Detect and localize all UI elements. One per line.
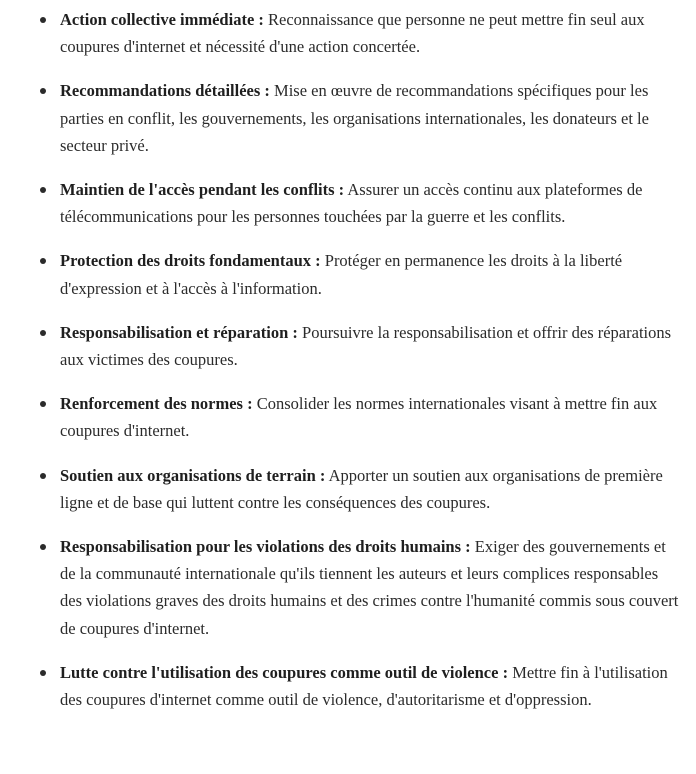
list-item [0,659,696,713]
list-item [0,0,696,60]
item-text: Poursuivre la responsabilisation et offrir des réparations aux victimes des coupures. [60,322,672,370]
item-title: Protection des droits fondamentaux : [60,251,321,271]
item-text: Assurer un accès continu aux plateformes de télécommunications pour les personnes touchées par la guerre et les conflits. [60,180,643,227]
bullet-icon [40,258,46,264]
bullet-icon [40,401,46,407]
item-text: Mise en œuvre de recommandations spécifiques pour les parties en conflit, les gouvernements, les organisations internationales, les donateurs et le secteur privé. [60,81,649,155]
item-title: Recommandations détaillées : [60,81,270,101]
item-title: Lutte contre l'utilisation des coupures comme outil de violence : [60,662,509,682]
item-text: Exiger des gouvernements et de la communauté internationale qu'ils tiennent les auteurs et leurs complices responsables des violations graves des droits humains et des crimes contre l'humanité commis sous couvert de coupures d'internet. [60,537,679,638]
bullet-icon [40,670,46,676]
item-text: Reconnaissance que personne ne peut mettre fin seul aux coupures d'internet et nécessité d'une action concertée. [60,10,645,57]
bullet-icon [40,330,46,336]
bullet-icon [40,187,46,193]
item-title: Responsabilisation et réparation : [60,322,298,342]
item-title: Maintien de l'accès pendant les conflits : [60,180,345,200]
list-item [0,176,696,230]
item-text: Apporter un soutien aux organisations de première ligne et de base qui luttent contre les conséquences des coupures. [60,465,663,512]
item-text: Consolider les normes internationales visant à mettre fin aux coupures d'internet. [60,394,658,441]
item-title: Soutien aux organisations de terrain : [60,465,326,485]
list-item [0,77,696,159]
bullet-icon [40,473,46,479]
list-item [0,247,696,301]
item-text: Protéger en permanence les droits à la liberté d'expression et à l'accès à l'information. [60,251,623,298]
bullet-icon [40,544,46,550]
list-item [0,390,696,444]
bullet-icon [40,17,46,23]
item-text: Mettre fin à l'utilisation des coupures d'internet comme outil de violence, d'autoritarisme et d'oppression. [60,662,668,710]
list-item [0,533,696,642]
item-title: Action collective immédiate : [60,10,264,29]
list-item [0,462,696,516]
bullet-icon [40,88,46,94]
list-item [0,319,696,373]
item-title: Responsabilisation pour les violations des droits humains : [60,537,471,557]
item-title: Renforcement des normes : [60,394,253,414]
